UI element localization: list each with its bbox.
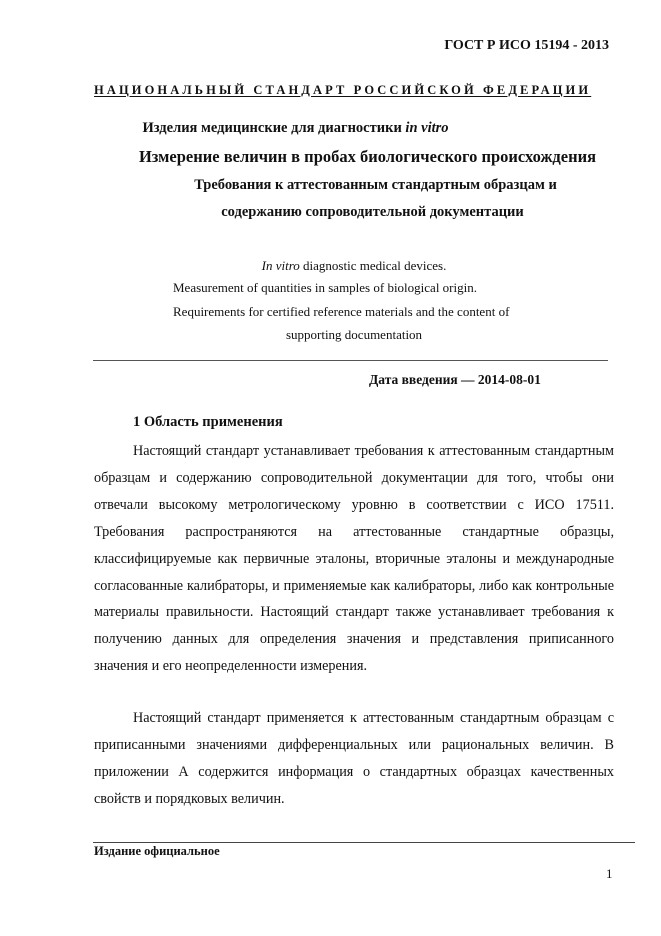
page-number: 1 [606,866,613,881]
title-divider [93,360,608,361]
title-en-line-2: Measurement of quantities in samples of biological origin. [173,280,477,295]
title-en-line-3: Requirements for certified reference materials and the content of [173,304,510,319]
section-title: 1 Область применения [133,414,283,430]
title-ru-line-1-text: Изделия медицинские для диагностики [142,120,406,136]
title-en-line-1 [172,254,536,278]
scope-paragraph-1: Настоящий стандарт устанавливает требования к аттестованным стандартным образцам и содержанию сопроводительной документации для того, чтобы они отвечали высокому метрологическому уровню в соответствии с ИСО 17511. Требования распространяются на аттестованные стандартные образцы, классифицируемые как первичные эталоны, вторичные эталоны и международные согласованные калибраторы, и применяемые как калибраторы, либо как контрольные материалы правильности. Настоящий стандарт также устанавливает требования к получению данных для определения значения и представления приписанного значения и его неопределенности измерения. [94,443,614,675]
title-ru-line-4: содержанию сопроводительной документации [221,204,524,220]
official-edition-label: Издание официальное [94,844,220,858]
title-en-line-1-italic: In vitro [261,258,300,273]
title-ru-line-1 [0,120,661,137]
title-ru-line-3: Требования к аттестованным стандартным образцам и [194,177,557,193]
title-ru-line-1-italic: in vitro [405,120,449,136]
document-code: ГОСТ Р ИСО 15194 - 2013 [444,38,609,53]
title-ru-line-2: Измерение величин в пробах биологического происхождения [138,147,597,166]
title-en-line-4: supporting documentation [285,327,423,342]
footer-divider [93,842,635,843]
title-en-line-1-text: diagnostic medical devices. [299,258,447,273]
scope-paragraph-2: Настоящий стандарт применяется к аттестованным стандартным образцам с приписанными значениями дифференциальных или рациональных величин. В приложении А содержится информация о стандартных образцах качественных свойств и порядковых величин. [94,710,614,807]
national-standard-heading: НАЦИОНАЛЬНЫЙ СТАНДАРТ РОССИЙСКОЙ ФЕДЕРАЦИИ [94,83,592,97]
introduction-date: Дата введения — 2014-08-01 [369,372,541,387]
